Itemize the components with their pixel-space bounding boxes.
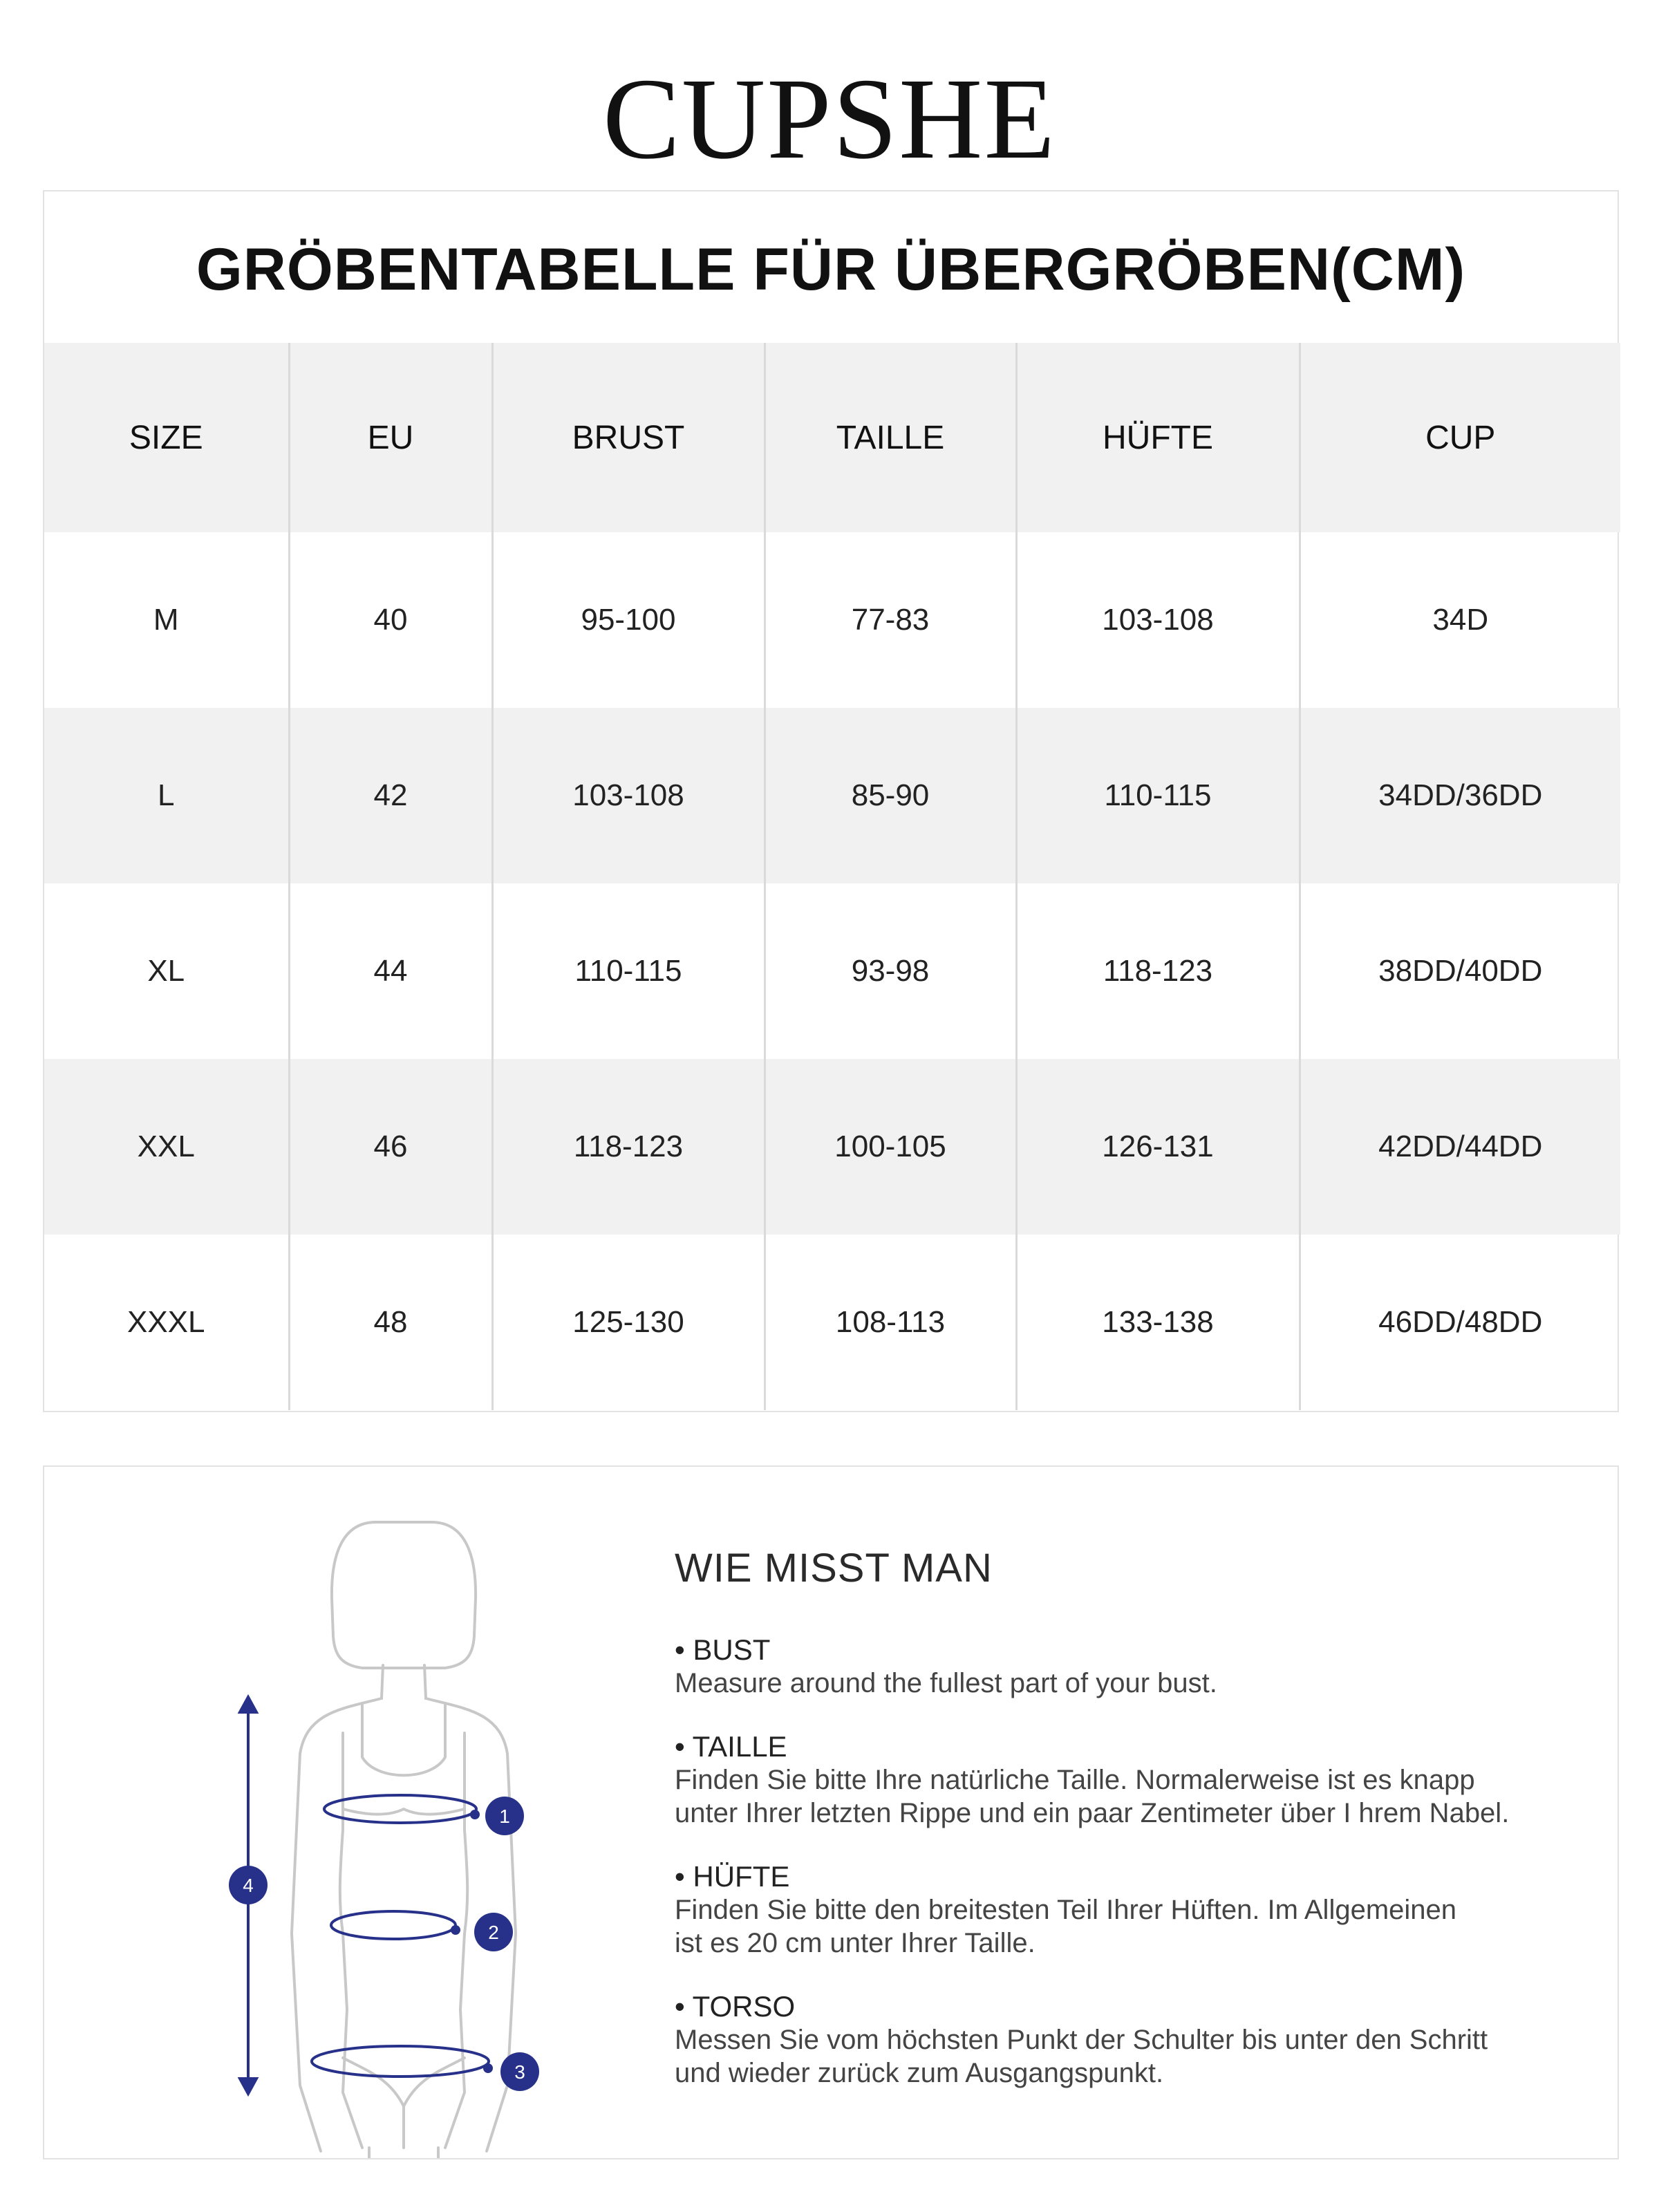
measurement-guide-card [43,1465,1619,2159]
instruction-label: • BUST [675,1633,771,1666]
table-row [44,532,1620,708]
marker-2-label: 2 [488,1922,499,1943]
instruction-label: • HÜFTE [675,1859,790,1893]
instruction-text: Finden Sie bitte Ihre natürliche Taille. Normalerweise ist es knapp unter Ihrer letzten Rippe und ein paar Zentimeter über I hrem Nabel. [675,1764,1510,1828]
measurement-instructions [675,1546,1573,2120]
column-header-huefte: HÜFTE [1016,343,1300,532]
marker-3-badge [500,2052,539,2091]
instruction-text: Finden Sie bitte den breitesten Teil Ihrer Hüften. Im Allgemeinen ist es 20 cm unter Ihrer Taille. [675,1894,1457,1958]
table-cell: 108-113 [765,1235,1016,1410]
instruction-torso [675,1990,1573,2090]
instruction-taille [675,1730,1573,1830]
table-cell: 77-83 [765,532,1016,708]
table-cell: 93-98 [765,883,1016,1059]
waist-measure-ring-icon [331,1911,456,1939]
table-cell: 46DD/48DD [1300,1235,1620,1410]
table-cell: 34DD/36DD [1300,708,1620,883]
size-table [44,343,1620,1410]
body-silhouette-figure [162,1484,646,2158]
table-cell: 126-131 [1016,1059,1300,1235]
table-cell: 38DD/40DD [1300,883,1620,1059]
table-cell: 103-108 [492,708,765,883]
instruction-label: • TORSO [675,1989,796,2023]
table-row [44,1235,1620,1410]
marker-2-badge [474,1913,513,1951]
table-cell: 46 [289,1059,492,1235]
table-cell: 85-90 [765,708,1016,883]
table-cell: 95-100 [492,532,765,708]
table-cell: 42 [289,708,492,883]
table-cell: XXL [44,1059,289,1235]
table-row [44,708,1620,883]
instruction-text: Messen Sie vom höchsten Punkt der Schulter bis unter den Schritt und wieder zurück zum Ausgangspunkt. [675,2024,1488,2088]
measurement-guide-title: WIE MISST MAN [675,1546,993,1591]
table-row [44,883,1620,1059]
table-cell: L [44,708,289,883]
size-chart-card [43,190,1619,1412]
marker-4-badge [229,1866,268,1904]
column-header-brust: BRUST [492,343,765,532]
table-cell: 110-115 [1016,708,1300,883]
table-cell: 44 [289,883,492,1059]
column-header-taille: TAILLE [765,343,1016,532]
size-chart-title: GRÖBENTABELLE FÜR ÜBERGRÖBEN(CM) [196,236,1466,303]
table-cell: 118-123 [1016,883,1300,1059]
instruction-huefte [675,1860,1573,1960]
table-cell: 100-105 [765,1059,1016,1235]
table-cell: 42DD/44DD [1300,1059,1620,1235]
marker-4-label: 4 [243,1875,254,1896]
instruction-text: Measure around the fullest part of your bust. [675,1667,1217,1698]
table-cell: 34D [1300,532,1620,708]
instruction-label: • TAILLE [675,1730,787,1763]
table-cell: M [153,603,179,637]
table-cell: 125-130 [492,1235,765,1410]
table-cell: XL [147,954,185,988]
table-cell: XXXL [126,1305,205,1339]
column-header-size: SIZE [44,343,289,532]
table-cell: 103-108 [1016,532,1300,708]
column-header-eu: EU [289,343,492,532]
table-cell: 48 [289,1235,492,1410]
instruction-bust [675,1633,1573,1700]
table-row [44,1059,1620,1235]
table-cell: 133-138 [1016,1235,1300,1410]
table-cell: 40 [289,532,492,708]
table-header-row [44,343,1620,532]
table-cell: 110-115 [492,883,765,1059]
column-header-cup: CUP [1300,343,1620,532]
marker-1-label: 1 [499,1806,510,1827]
marker-3-label: 3 [514,2061,525,2083]
body-outline-icon [292,1522,516,2158]
table-cell: 118-123 [492,1059,765,1235]
marker-1-badge [485,1797,524,1835]
brand-logo: CUPSHE [602,55,1057,183]
